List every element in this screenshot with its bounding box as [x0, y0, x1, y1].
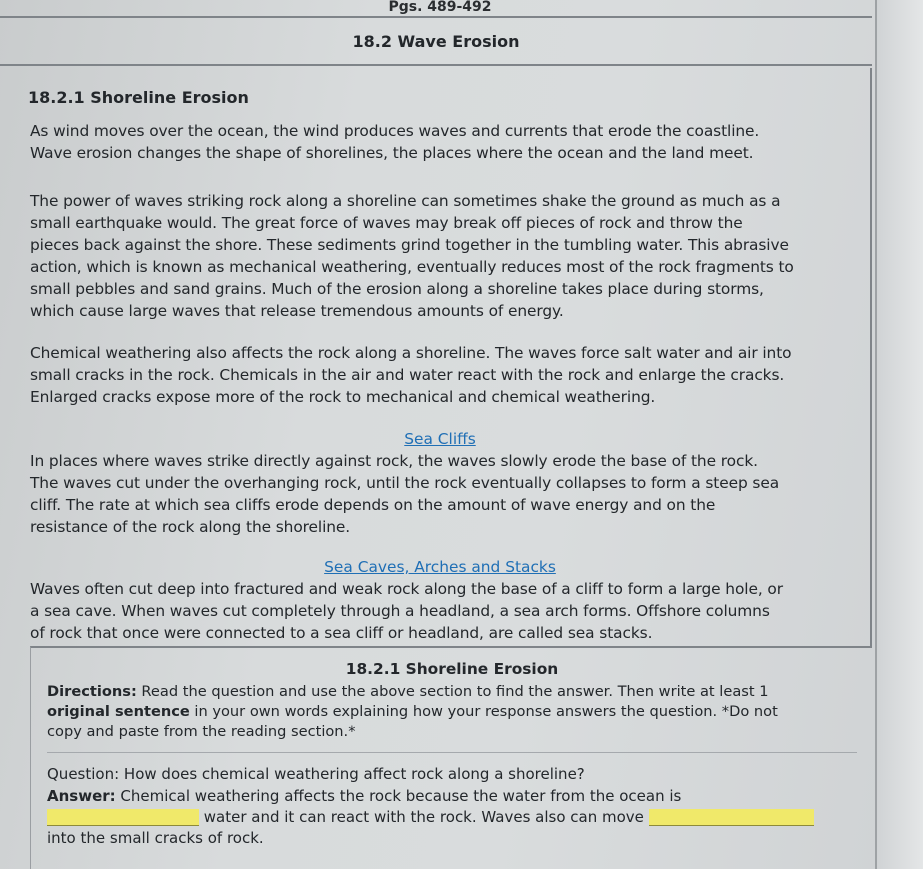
section-title-band [0, 16, 872, 66]
paragraph-2: The power of waves striking rock along a shoreline can sometimes shake the ground as much as a small earthquake would. The great force of waves may break off pieces of rock and throw the pieces back against the shore. These sediments grind together in the tumbling water. This abrasive action, which is known as mechanical weathering, eventually reduces most of the rock fragments to small pebbles and sand grains. Much of the erosion along a shoreline takes place during storms, which cause large waves that release tremendous amounts of energy. [30, 192, 794, 320]
activity-box [30, 646, 872, 869]
paragraph-4: In places where waves strike directly against rock, the waves slowly erode the base of the rock. The waves cut under the overhanging rock, until the rock eventually collapses to form a steep sea cliff. The rate at which sea cliffs erode depends on the amount of wave energy and on the resistance of the rock along the shoreline. [30, 452, 780, 536]
question [47, 765, 585, 783]
answer-label: Answer: [47, 787, 116, 805]
reading-section [0, 68, 872, 646]
divider [47, 752, 857, 753]
answer-blank-1[interactable] [47, 809, 199, 826]
paragraph-1: As wind moves over the ocean, the wind produces waves and currents that erode the coastline. Wave erosion changes the shape of shorelines, the places where the ocean and the land meet. [30, 122, 760, 162]
paragraph-3: Chemical weathering also affects the rock along a shoreline. The waves force salt water and air into small cracks in the rock. Chemicals in the air and water react with the rock and enlarge the cracks. Enlarged cracks expose more of the rock to mechanical and chemical weathering. [30, 344, 792, 406]
answer-text-1: Chemical weathering affects the rock because the water from the ocean is [115, 787, 682, 805]
subheading-sea-cliffs[interactable]: Sea Cliffs [404, 430, 476, 448]
reading-heading: 18.2.1 Shoreline Erosion [28, 88, 249, 107]
directions-text-1: Read the question and use the above section to find the answer. Then write at least 1 [136, 683, 769, 700]
directions-label: Directions: [47, 683, 137, 700]
page-edge [875, 0, 923, 869]
activity-title: 18.2.1 Shoreline Erosion [345, 660, 559, 678]
question-text: How does chemical weathering affect rock along a shoreline? [119, 765, 585, 783]
page-reference: Pgs. 489-492 [388, 0, 492, 15]
subheading-sea-caves[interactable]: Sea Caves, Arches and Stacks [324, 558, 556, 576]
answer-line-1 [47, 787, 681, 805]
answer-line-3: into the small cracks of rock. [47, 829, 264, 847]
directions-text-3: copy and paste from the reading section.* [47, 723, 356, 740]
answer-blank-2[interactable] [649, 809, 814, 826]
directions-text-2: in your own words explaining how your response answers the question. *Do not [189, 703, 778, 720]
section-title: 18.2 Wave Erosion [352, 31, 520, 51]
question-label: Question: [47, 765, 120, 783]
answer-line-2 [47, 808, 814, 826]
directions-bold: original sentence [47, 703, 190, 720]
answer-text-2: water and it can react with the rock. Waves also can move [199, 808, 649, 826]
directions [47, 682, 867, 742]
paragraph-5: Waves often cut deep into fractured and weak rock along the base of a cliff to form a large hole, or a sea cave. When waves cut completely through a headland, a sea arch forms. Offshore columns of rock that once were connected to a sea cliff or headland, are called sea stacks. [30, 580, 783, 642]
